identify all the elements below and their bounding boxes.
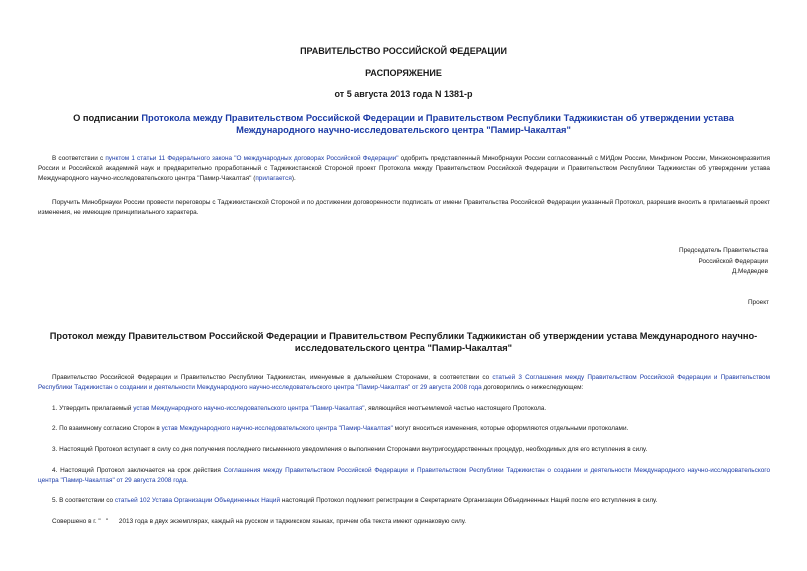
- protocol-item-1: [38, 404, 770, 414]
- signature-name: Д.Медведев: [731, 268, 768, 275]
- un-charter-link[interactable]: статьей 102 Устава Организации Объединенных Наций: [114, 497, 281, 504]
- federal-law-link[interactable]: пунктом 1 статьи 11 Федерального закона "О международных договорах Российской Федерации": [105, 155, 399, 162]
- item-5-text: 5. В соответствии со: [52, 497, 115, 504]
- order-paragraph-2: [38, 198, 770, 218]
- subject-protocol-link[interactable]: Протокола между Правительством Российской Федерации и Правительством Республики Таджикистан об утверждении устава Международного научно-исследовательского центра "Памир-Чакалтая": [141, 113, 734, 135]
- item-1-text: 1. Утвердить прилагаемый: [52, 405, 134, 412]
- closing-text: Совершено в г. " " 2013 года в двух экземплярах, каждый на русском и таджикском языках, причем оба текста имеют одинаковую силу.: [52, 518, 467, 525]
- protocol-item-5: [38, 496, 770, 506]
- protocol-item-2: [38, 424, 770, 434]
- protocol-title: Протокол между Правительством Российской Федерации и Правительством Республики Таджикистан об утверждении устава Международного научно-исследовательского центра "Памир-Чакалтая": [49, 331, 758, 353]
- signature-position: Председатель Правительства: [679, 247, 768, 254]
- item-1-text-end: , являющийся неотъемлемой частью настоящего Протокола.: [364, 405, 547, 412]
- protocol-closing: [38, 517, 770, 527]
- item-2-text-end: могут вноситься изменения, которые оформляются отдельными протоколами.: [392, 425, 629, 432]
- agreement-article-3-link[interactable]: статьей 3 Соглашения между Правительством Российской Федерации и Правительством Республики Таджикистан о создании и деятельности Международного научно-исследовательского центра "Памир-Чакалтая" от 29 августа 2008 года: [38, 374, 770, 391]
- p2-text: Поручить Минобрнауки России провести переговоры с Таджикистанской Стороной и по достижении договоренности подписать от имени Правительства Российской Федерации указанный Протокол, разрешив вносить в прилагаемый проект изменения, не имеющие принципиального характера.: [38, 199, 770, 216]
- p1-text-1: В соответствии с: [52, 155, 106, 162]
- item-5-text-end: настоящий Протокол подлежит регистрации в Секретариате Организации Объединенных Наций после его вступления в силу.: [280, 497, 658, 504]
- item-4-text: 4. Настоящий Протокол заключается на срок действия: [52, 467, 224, 474]
- item-2-text: 2. По взаимному согласию Сторон в: [52, 425, 162, 432]
- item-4-text-end: .: [186, 477, 188, 484]
- p1-text-2: одобрить представленный Минобрнауки России согласованный с МИДом России, Минфином России, Минэкономразвития России и Российской академией наук и предварительно проработанный с Таджикистанской Стороной проект Протокола между Правительством Российской Федерации и Правительством Республики Таджикистан об утверждении устава Международного научно-исследовательского центра "Памир-Чакалтая" (: [38, 155, 771, 182]
- protocol-intro: [38, 373, 770, 393]
- charter-link-2[interactable]: устав Международного научно-исследовательского центра "Памир-Чакалтая": [161, 425, 393, 432]
- agreement-link[interactable]: Соглашения между Правительством Российской Федерации и Правительством Республики Таджикистан о создании и деятельности Международного научно-исследовательского центра "Памир-Чакалтая" от 29 августа 2008 года: [38, 467, 770, 484]
- intro-text-2: договорились о нижеследующем:: [481, 384, 584, 391]
- signature-block: [679, 246, 768, 278]
- intro-text-1: Правительство Российской Федерации и Правительство Республики Таджикистан, именуемые в дальнейшем Сторонами, в соответствии со: [52, 374, 493, 381]
- project-label: Проект: [747, 299, 769, 306]
- document-date-number: от 5 августа 2013 года N 1381-р: [334, 89, 473, 99]
- subject-prefix: О подписании: [73, 113, 142, 123]
- signature-country: Российской Федерации: [698, 257, 768, 265]
- document-type: РАСПОРЯЖЕНИЕ: [365, 68, 442, 78]
- charter-link-1[interactable]: устав Международного научно-исследовательского центра "Памир-Чакалтая": [133, 405, 365, 412]
- order-paragraph-1: [38, 154, 770, 184]
- government-heading: ПРАВИТЕЛЬСТВО РОССИЙСКОЙ ФЕДЕРАЦИИ: [300, 46, 507, 56]
- attached-link[interactable]: прилагается: [255, 175, 292, 182]
- protocol-item-3: [38, 445, 770, 455]
- document-subject: [40, 112, 767, 136]
- protocol-item-4: [38, 466, 770, 486]
- item-3-text: 3. Настоящий Протокол вступает в силу со дня получения последнего письменного уведомления о выполнении Сторонами внутригосударственных процедур, необходимых для его вступления в силу.: [52, 446, 648, 453]
- p1-text-3: ).: [291, 175, 296, 182]
